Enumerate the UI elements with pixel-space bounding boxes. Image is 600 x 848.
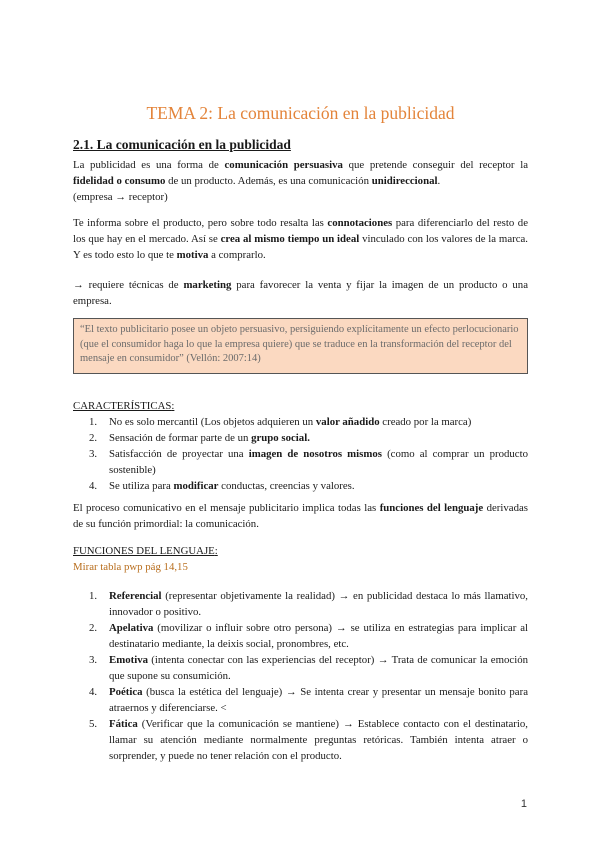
bold-text: comunicación persuasiva <box>224 159 343 171</box>
text: No es solo mercantil (Los objetos adquieren un <box>109 416 316 428</box>
colon: : <box>214 545 218 557</box>
list-number: 5. <box>89 718 98 730</box>
paragraph-connotations <box>73 215 528 263</box>
characteristics-list <box>73 414 528 494</box>
text: (representar objetivamente la realidad) → en publicidad destaca lo más llamativo, innovador o positivo. <box>109 590 528 618</box>
text: Satisfacción de proyectar una <box>109 448 249 460</box>
list-number: 3. <box>89 448 98 460</box>
paragraph-marketing <box>73 277 528 309</box>
list-item <box>73 446 528 478</box>
text: para diferenciarlo del resto de los que hay en el mercado. Así se <box>73 217 528 245</box>
bold-text: valor añadido <box>315 416 380 428</box>
paragraph-intro <box>73 157 528 205</box>
text: Te informa sobre el producto, pero sobre todo resalta las <box>73 217 328 229</box>
text: (como al comprar un producto sostenible) <box>109 448 528 476</box>
list-number: 4. <box>89 686 98 698</box>
characteristics-heading <box>73 400 174 412</box>
bold-text: grupo social. <box>251 432 310 444</box>
text: de un producto. Además, es una comunicación <box>165 175 372 187</box>
list-item <box>73 716 528 764</box>
list-item <box>73 652 528 684</box>
list-number: 2. <box>89 622 98 634</box>
list-item <box>73 620 528 652</box>
bold-text: fidelidad o consumo <box>73 175 166 187</box>
document-page <box>73 0 528 848</box>
table-reference-note: Mirar tabla pwp pág 14,15 <box>73 561 188 573</box>
list-number: 1. <box>89 590 98 602</box>
bold-text: crea al mismo tiempo un ideal <box>220 233 360 245</box>
bold-text: marketing <box>183 279 232 291</box>
label: FUNCIONES DEL LENGUAJE <box>73 545 215 557</box>
functions-heading <box>73 545 218 557</box>
list-item <box>73 430 528 446</box>
list-number: 3. <box>89 654 98 666</box>
text: derivadas de su función primordial: la comunicación. <box>73 502 528 530</box>
text: Se utiliza para <box>109 480 174 492</box>
document-title: TEMA 2: La comunicación en la publicidad <box>146 103 455 123</box>
list-item <box>73 414 528 430</box>
bold-text: connotaciones <box>327 217 393 229</box>
bold-text: Apelativa <box>109 622 154 634</box>
text: (Verificar que la comunicación se mantiene) → Establece contacto con el destinatario, llamar su atención mediante normalmente preguntas retóricas. También intenta atraer o sorprender, y puede no tener relación con el producto. <box>109 718 528 762</box>
text: (intenta conectar con las experiencias del receptor) → Trata de comunicar la emoción que supone su consumición. <box>109 654 528 682</box>
text: . <box>437 175 441 187</box>
bold-text: Fática <box>109 718 138 730</box>
bold-text: Referencial <box>109 590 162 602</box>
text: vinculado con los valores de la marca. Y es todo esto lo que te <box>73 233 528 261</box>
label: CARACTERÍSTICAS <box>73 400 172 412</box>
text: para favorecer la venta y fijar la imagen de un producto o una empresa. <box>73 279 528 307</box>
text: (movilizar o influir sobre otro persona) → se utiliza en estrategias para implicar al destinatario mediante, la deixis social, pronombres, etc. <box>109 622 528 650</box>
section-heading: 2.1. La comunicación en la publicidad <box>73 137 291 152</box>
text: a comprarlo. <box>208 249 266 261</box>
text: → requiere técnicas de <box>73 279 184 291</box>
list-item <box>73 684 528 716</box>
text: creado por la marca) <box>379 416 472 428</box>
colon: : <box>171 400 175 412</box>
bold-text: Emotiva <box>109 654 148 666</box>
bold-text: imagen de nosotros mismos <box>248 448 382 460</box>
list-number: 1. <box>89 416 98 428</box>
page-number: 1 <box>520 798 527 810</box>
list-item <box>73 478 528 494</box>
list-number: 2. <box>89 432 98 444</box>
list-item <box>73 588 528 620</box>
bold-text: Poética <box>109 686 143 698</box>
text: (busca la estética del lenguaje) → Se intenta crear y presentar un mensaje bonito para atraernos y diferenciarse. < <box>109 686 528 714</box>
bold-text: unidireccional <box>371 175 438 187</box>
paragraph-functions-intro <box>73 500 528 532</box>
text: El proceso comunicativo en el mensaje publicitario implica todas las <box>73 502 380 514</box>
functions-list <box>73 588 528 764</box>
quote-box: “El texto publicitario posee un objeto persuasivo, persiguiendo explícitamente un efecto perlocucionario (que el consumidor haga lo que la empresa quiere) que se traduce en la transformación del receptor del mensaje en consumidor” (Vellón: 2007:14) <box>73 318 528 374</box>
text: Sensación de formar parte de un <box>109 432 252 444</box>
bold-text: motiva <box>176 249 209 261</box>
text: La publicidad es una forma de <box>73 159 225 171</box>
text: (empresa → receptor) <box>73 191 168 203</box>
text: conductas, creencias y valores. <box>218 480 355 492</box>
bold-text: funciones del lenguaje <box>379 502 484 514</box>
list-number: 4. <box>89 480 98 492</box>
text: que pretende conseguir del receptor la <box>342 159 528 171</box>
bold-text: modificar <box>173 480 219 492</box>
